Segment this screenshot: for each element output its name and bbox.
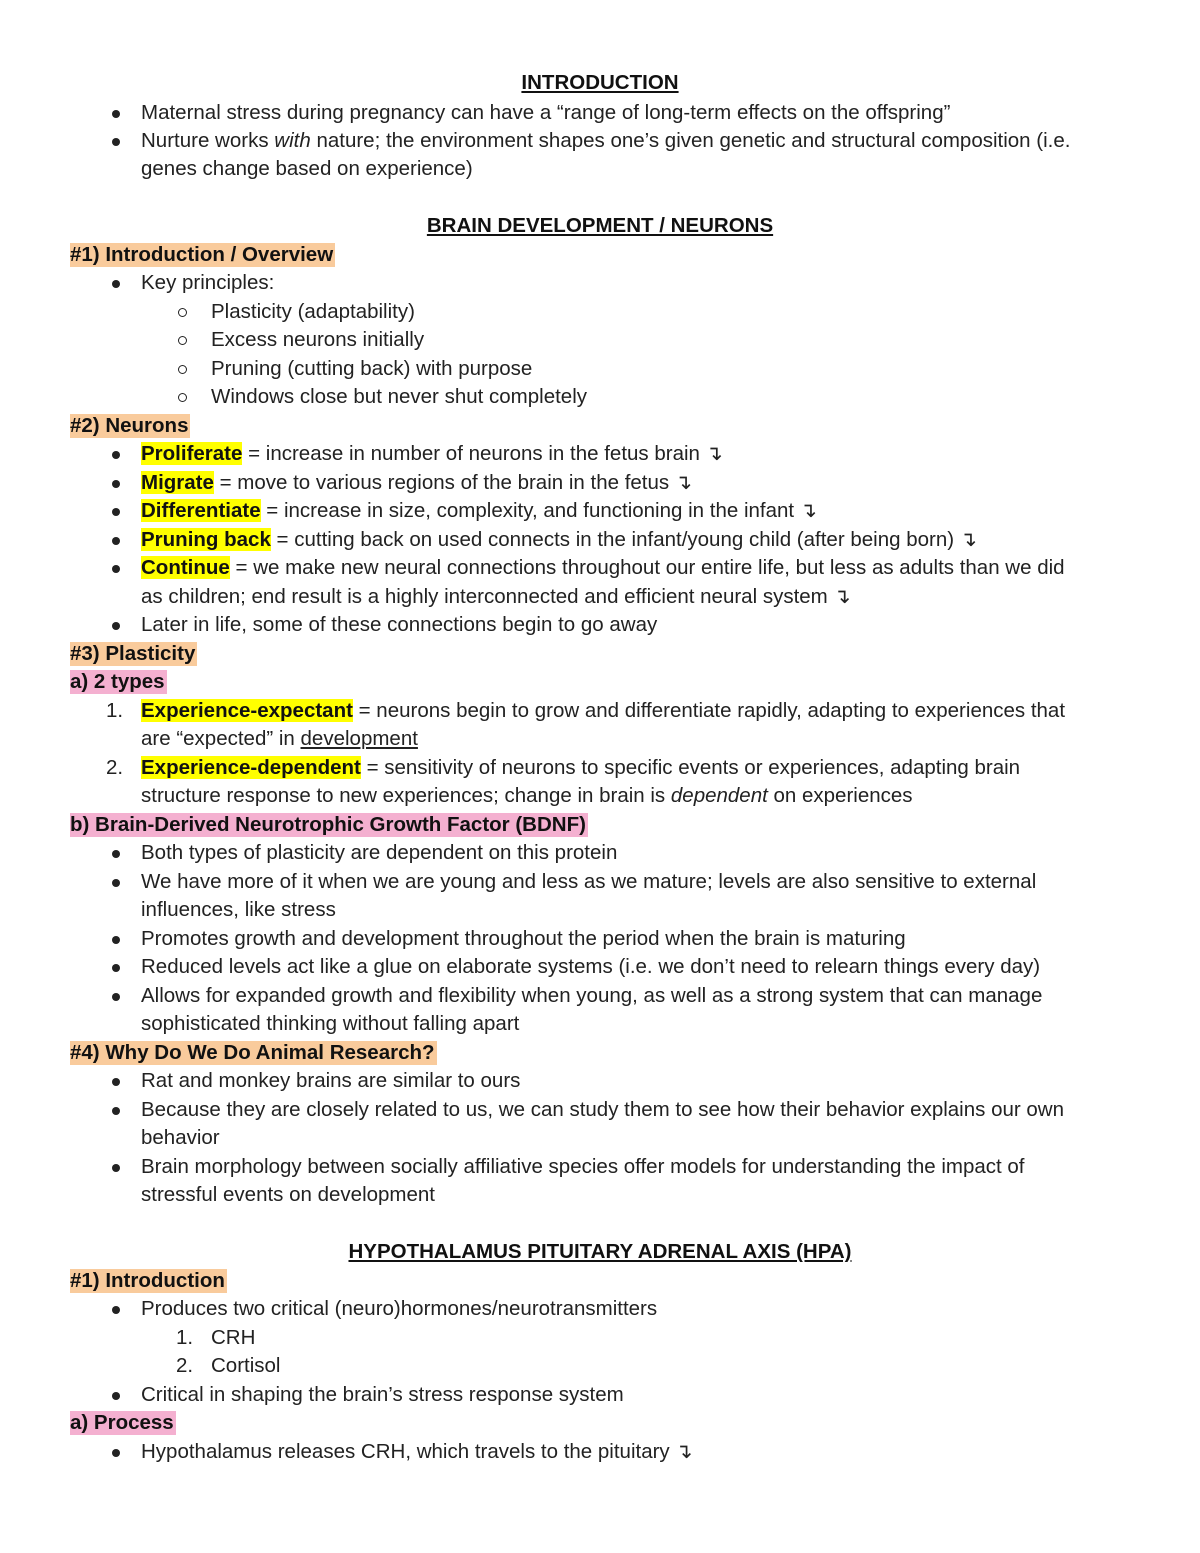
bullet-icon [112, 936, 120, 944]
bullet-icon [112, 138, 120, 146]
document-page: INTRODUCTION Maternal stress during pregnancy can have a “range of long-term effects on the offspring” Nurture works with nature; the environment shapes one’s given genetic and structural composition (i.e. genes change based on experience) BRAIN DEVELOPMENT / NEURONS #1) Introduction / Overview Key principles: Plasticity (adaptability) Excess neurons initially Pruning (cutting back) with purpose Windows close but never shut completely #2) Neurons Proliferate = increase in number of neurons in the fetus brain ↴ Migrate = move to various regions of the brain in the fetus ↴ Differentiate = increase in size, complexity, and functioning in the infant ↴ Pruning back = cutting back on used connects in the infant/young child (after being born) ↴ Continue = we make new neural connections throughout our entire life, but less as adults than we did as children; end result is a highly interconnected and efficient neural system ↴ Later in life, some of these connections begin to go away #3) Plasticity a) 2 types 1. Experience-expectant = neurons begin to grow and differentiate rapidly, adapting to experiences that are “expected” in development 2. Experience-dependent = sensitivity of neurons to specific events or experiences, adapting brain structure response to new experiences; change in brain is dependent on experiences b) Brain-Derived Neurotrophic Growth Factor (BDNF) Both types of plasticity are dependent on this protein We have more of it when we are young and less as we mature; levels are also sensitive to external influences, like stress Promotes growth and development throughout the period when the brain is maturing Reduced levels act like a glue on elaborate systems (i.e. we don’t need to relearn things every day) Allows for expanded growth and flexibility when young, as well as a strong system that can manage sophisticated thinking without falling apart #4) Why Do We Do Animal Research? Rat and monkey brains are similar to ours Because they are closely related to us, we can study them to see how their behavior explains our own behavior Brain morphology between socially affiliative species offer models for understanding the impact of stressful events on development HYPOTHALAMUS PITUITARY ADRENAL AXIS (HPA) #1) Introduction Produces two critical (neuro)hormones/neurotransmitters 1. CRH 2. Cortisol Critical in shaping the brain’s stress response system a) Process Hypothalamus releases CRH, which travels to the pituitary ↴ [0, 0, 1200, 1553]
bullet-icon [112, 1392, 120, 1400]
bullet-icon [112, 879, 120, 887]
subheading-introduction-overview: #1) Introduction / Overview [70, 243, 334, 266]
bullet-icon [112, 1164, 120, 1172]
bullet-icon [112, 850, 120, 858]
subheading-plasticity: #3) Plasticity [70, 642, 196, 665]
circle-bullet-icon [178, 308, 187, 317]
subheading-two-types: a) 2 types [70, 670, 165, 693]
subheading-hpa-introduction: #1) Introduction [70, 1269, 225, 1292]
subheading-animal-research: #4) Why Do We Do Animal Research? [70, 1041, 435, 1064]
bullet-icon [112, 622, 120, 630]
circle-bullet-icon [178, 336, 187, 345]
section-title-brain-development: BRAIN DEVELOPMENT / NEURONS [426, 214, 774, 237]
subheading-bdnf: b) Brain-Derived Neurotrophic Growth Factor (BDNF) [70, 813, 586, 836]
bullet-icon [112, 280, 120, 288]
bullet-icon [112, 1306, 120, 1314]
section-title-hpa: HYPOTHALAMUS PITUITARY ADRENAL AXIS (HPA) [348, 1240, 852, 1263]
section-title-introduction: INTRODUCTION [521, 71, 679, 94]
bullet-icon [112, 480, 120, 488]
subheading-neurons: #2) Neurons [70, 414, 189, 437]
bullet-icon [112, 964, 120, 972]
subheading-process: a) Process [70, 1411, 174, 1434]
bullet-icon [112, 1107, 120, 1115]
circle-bullet-icon [178, 365, 187, 374]
bullet-icon [112, 451, 120, 459]
circle-bullet-icon [178, 393, 187, 402]
bullet-icon [112, 565, 120, 573]
bullet-icon [112, 110, 120, 118]
bullet-icon [112, 508, 120, 516]
bullet-icon [112, 537, 120, 545]
bullet-icon [112, 993, 120, 1001]
bullet-icon [112, 1078, 120, 1086]
bullet-icon [112, 1449, 120, 1457]
